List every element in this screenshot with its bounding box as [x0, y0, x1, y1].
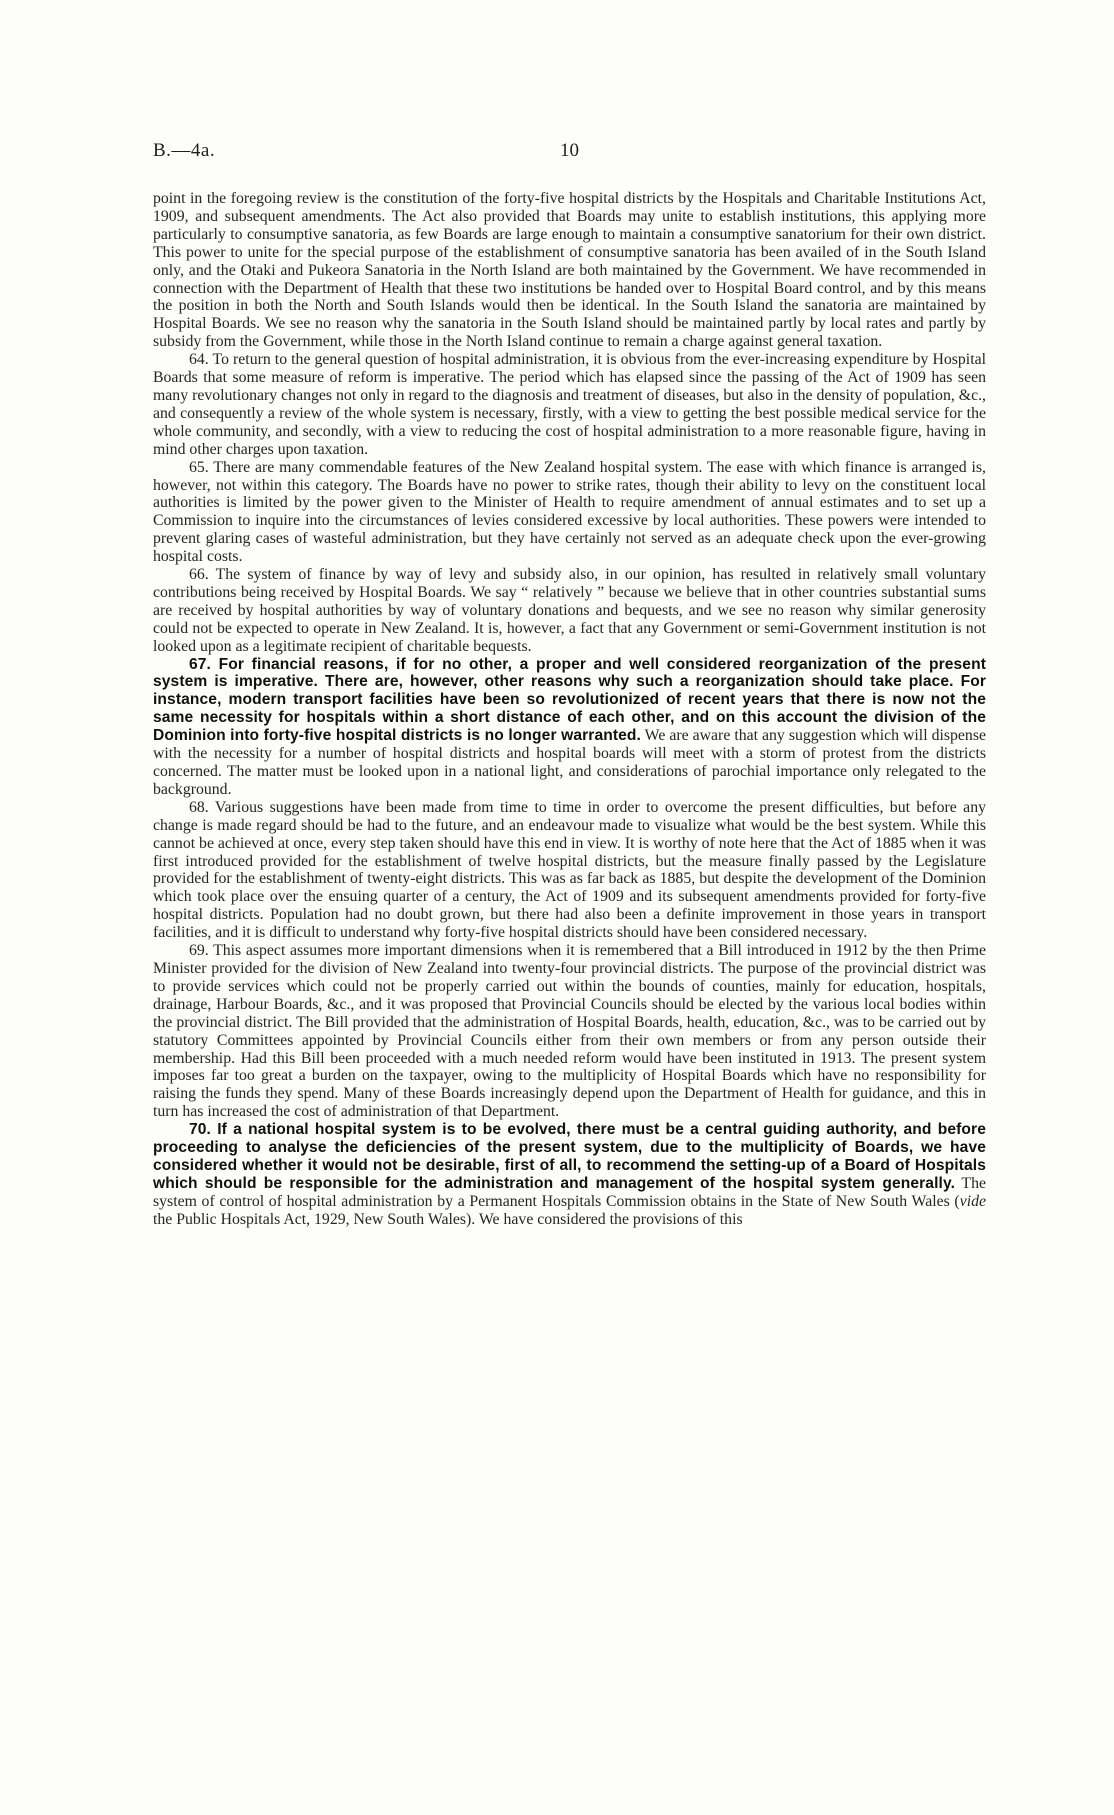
paragraph-text: 68. Various suggestions have been made from time to time in order to overcome the present difficulties, but before any change is made regard should be had to the future, and an endeavour made to visualize what would be the best system. While this cannot be achieved at once, every step taken should have this end in view. It is worthy of note here that the Act of 1885 when it was first introduced provided for the establishment of twelve hospital districts, but the measure finally passed by the Legislature provided for the establishment of twenty-eight districts. This was as far back as 1885, but despite the development of the Dominion which took place over the ensuing quarter of a century, the Act of 1909 and its subsequent amendments provided for forty-five hospital districts. Population had no doubt grown, but there had also been a definite improvement in those years in transport facilities, and it is difficult to understand why forty-five hospital districts should have been considered necessary. — [153, 798, 986, 942]
paragraph-italic-term: vide — [959, 1192, 986, 1210]
paragraph-68 — [153, 799, 986, 942]
page-number: 10 — [560, 140, 579, 161]
paragraph-text: point in the foregoing review is the constitution of the forty-five hospital districts by the Hospitals and Charitable Institutions Act, 1909, and subsequent amendments. The Act also provided that Boards may unite to establish institutions, this applying more particularly to consumptive sanatoria, as few Boards are large enough to maintain a consumptive sanatorium for their own district. This power to unite for the special purpose of the establishment of consumptive sanatoria has been availed of in the South Island only, and the Otaki and Pukeora Sanatoria in the North Island are both maintained by the Government. We have recommended in connection with the Department of Health that these two institutions be handed over to Hospital Board control, and by this means the position in both the North and South Islands would then be identical. In the South Island the sanatoria are maintained by Hospital Boards. We see no reason why the sanatoria in the South Island should be maintained partly by local rates and partly by subsidy from the Government, while those in the North Island continue to remain a charge against general taxation. — [153, 190, 986, 351]
paragraph-64 — [153, 351, 986, 458]
paragraph-65 — [153, 459, 986, 566]
paragraph-70 — [153, 1121, 986, 1228]
paragraph-bold-lead: 70. If a national hospital system is to be evolved, there must be a central guiding authority, and before proceeding to analyse the deficiencies of the present system, due to the multiplicity of Boards, we have considered whether it would not be desirable, first of all, to recommend the setting-up of a Board of Hospitals which should be responsible for the administration and management of the hospital system generally. — [153, 1121, 986, 1192]
paragraph-67 — [153, 656, 986, 799]
paragraph-text: 69. This aspect assumes more important dimensions when it is remembered that a Bill introduced in 1912 by the then Prime Minister provided for the division of New Zealand into twenty-four provincial districts. The purpose of the provincial district was to provide services which could not be properly carried out within the bounds of counties, mainly for education, hospitals, drainage, Harbour Boards, &c., and it was proposed that Provincial Councils should be elected by the various local bodies within the provincial district. The Bill provided that the administration of Hospital Boards, health, education, &c., was to be carried out by statutory Committees appointed by Provincial Councils either from their own members or from any person outside their membership. Had this Bill been proceeded with a much needed reform would have been instituted in 1913. The present system imposes far too great a burden on the taxpayer, owing to the multiplicity of Hospital Boards which have no responsibility for raising the funds they spend. Many of these Boards increasingly depend upon the Department of Health for guidance, and this in turn has increased the cost of administration of that Department. — [153, 942, 986, 1121]
paragraph-69 — [153, 942, 986, 1121]
paragraph-text: 64. To return to the general question of hospital administration, it is obvious from the ever-increasing expenditure by Hospital Boards that some measure of reform is imperative. The period which has elapsed since the passing of the Act of 1909 has seen many revolutionary changes not only in regard to the diagnosis and treatment of diseases, but also in the density of population, &c., and consequently a review of the whole system is necessary, firstly, with a view to getting the best possible medical service for the whole community, and secondly, with a view to reducing the cost of hospital administration to a more reasonable figure, having in mind other charges upon taxation. — [153, 351, 986, 458]
paragraph-text: 65. There are many commendable features of the New Zealand hospital system. The ease with which finance is arranged is, however, not within this category. The Boards have no power to strike rates, though their ability to levy on the constituent local authorities is limited by the power given to the Minister of Health to require amendment of annual estimates and to set up a Commission to inquire into the circumstances of levies considered excessive by local authorities. These powers were intended to prevent glaring cases of wasteful administration, but they have certainly not served as an adequate check upon the ever-growing hospital costs. — [153, 458, 986, 566]
page-header — [153, 140, 986, 166]
document-code: B.—4a. — [153, 140, 216, 161]
paragraph-bold-lead: 67. For financial reasons, if for no other, a proper and well considered reorganization of the present system is imperative. There are, however, other reasons why such a reorganization should take place. For instance, modern transport facilities have been so revolutionized of recent years that there is now not the same necessity for hospitals within a short distance of each other, and on this account the division of the Dominion into forty-five hospital districts is no longer warranted. — [153, 655, 986, 745]
paragraph-continued — [153, 190, 986, 351]
paragraph-text: The system of control of hospital administration by a Permanent Hospitals Commission obtains in the State of New South Wales ( — [153, 1174, 986, 1210]
paragraph-text-tail: the Public Hospitals Act, 1929, New South Wales). We have considered the provisions of this — [153, 1210, 743, 1228]
paragraph-text: 66. The system of finance by way of levy and subsidy also, in our opinion, has resulted in relatively small voluntary contributions being received by Hospital Boards. We say “ relatively ” because we believe that in other countries substantial sums are received by hospital authorities by way of voluntary donations and bequests, and we see no reason why similar generosity could not be expected to operate in New Zealand. It is, however, a fact that any Government or semi-Government institution is not looked upon as a legitimate recipient of charitable bequests. — [153, 566, 986, 655]
paragraph-text: We are aware that any suggestion which will dispense with the necessity for a number of hospital districts and hospital boards will meet with a storm of protest from the districts concerned. The matter must be looked upon in a national light, and considerations of parochial importance only relegated to the background. — [153, 727, 986, 798]
document-body — [153, 190, 986, 1229]
paragraph-66 — [153, 566, 986, 656]
